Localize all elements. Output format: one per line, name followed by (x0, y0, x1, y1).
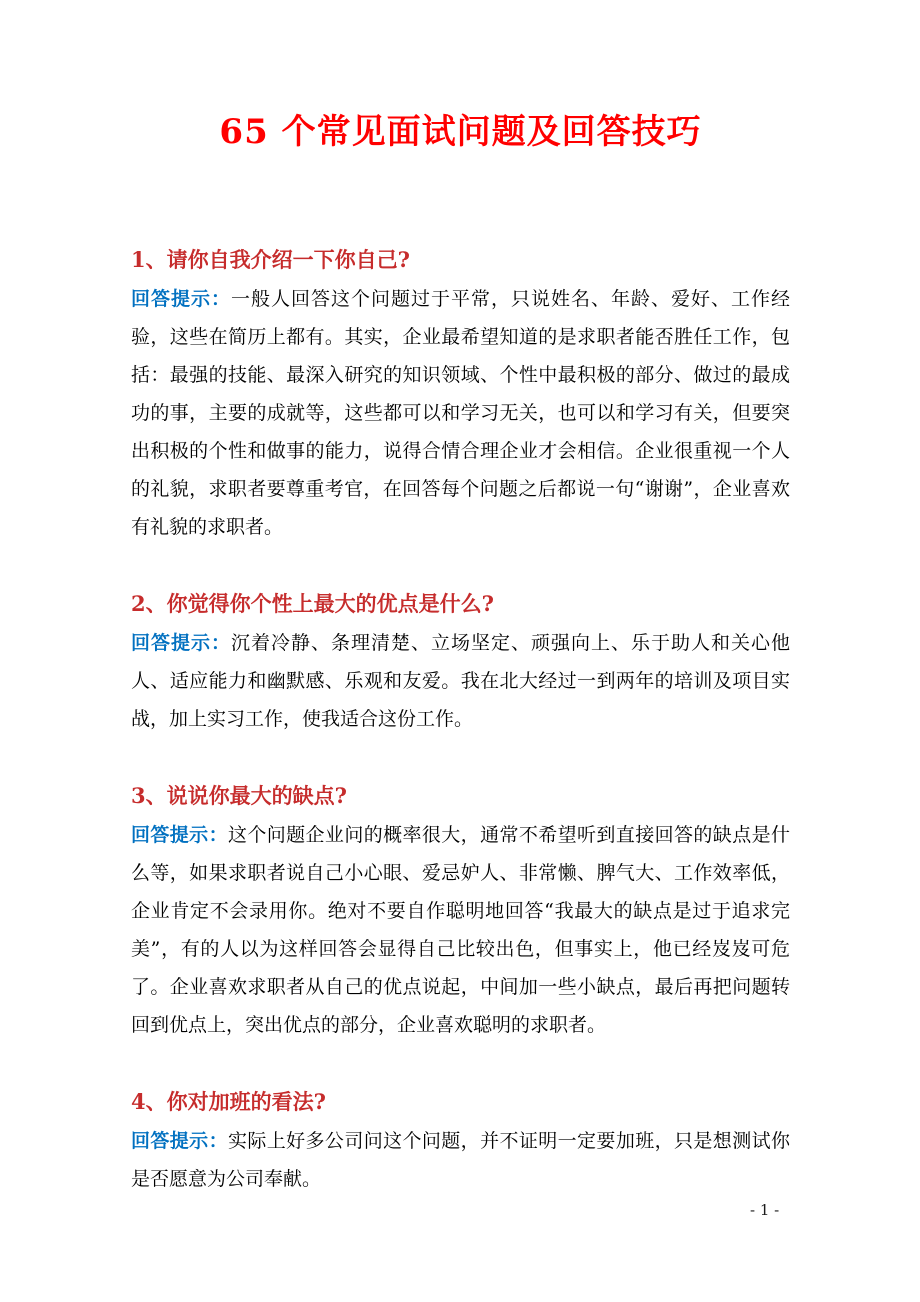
tip-label-2: 回答提示： (131, 632, 231, 654)
answer-paragraph-1 (131, 280, 790, 546)
answer-paragraph-3 (131, 816, 790, 1044)
question-heading-4: 4、你对加班的看法? (131, 1089, 326, 1114)
tip-label-3: 回答提示： (131, 824, 228, 846)
qa-section-3 (131, 776, 790, 1044)
question-heading-3: 3、说说你最大的缺点? (131, 783, 347, 808)
answer-text-3: 这个问题企业问的概率很大，通常不希望听到直接回答的缺点是什么等，如果求职者说自己小心眼、爱忌妒人、非常懒、脾气大、工作效率低，企业肯定不会录用你。绝对不要自作聪明地回答“我最大的缺点是过于追求完美”，有的人以为这样回答会显得自己比较出色，但事实上，他已经岌岌可危了。企业喜欢求职者从自己的优点说起，中间加一些小缺点，最后再把问题转回到优点上，突出优点的部分，企业喜欢聪明的求职者。 (131, 824, 790, 1036)
document-content (131, 0, 790, 1198)
answer-paragraph-2 (131, 624, 790, 738)
answer-text-2: 沉着冷静、条理清楚、立场坚定、顽强向上、乐于助人和关心他人、适应能力和幽默感、乐观和友爱。我在北大经过一到两年的培训及项目实战，加上实习工作，使我适合这份工作。 (131, 632, 790, 730)
answer-text-1: 一般人回答这个问题过于平常，只说姓名、年龄、爱好、工作经验，这些在简历上都有。其实，企业最希望知道的是求职者能否胜任工作，包括：最强的技能、最深入研究的知识领域、个性中最积极的部分、做过的最成功的事，主要的成就等，这些都可以和学习无关，也可以和学习有关，但要突出积极的个性和做事的能力，说得合情合理企业才会相信。企业很重视一个人的礼貌，求职者要尊重考官，在回答每个问题之后都说一句“谢谢”，企业喜欢有礼貌的求职者。 (131, 288, 790, 538)
question-heading-2: 2、你觉得你个性上最大的优点是什么? (131, 591, 494, 616)
qa-section-1 (131, 240, 790, 546)
answer-paragraph-4 (131, 1122, 790, 1198)
qa-section-2 (131, 584, 790, 738)
qa-section-4 (131, 1082, 790, 1198)
answer-text-4: 实际上好多公司问这个问题，并不证明一定要加班，只是想测试你是否愿意为公司奉献。 (131, 1130, 790, 1190)
page-title: 65 个常见面试问题及回答技巧 (219, 112, 702, 152)
page-number: - 1 - (750, 1201, 780, 1219)
tip-label-4: 回答提示： (131, 1130, 228, 1152)
question-heading-1: 1、请你自我介绍一下你自己? (131, 247, 410, 272)
tip-label-1: 回答提示： (131, 288, 231, 310)
